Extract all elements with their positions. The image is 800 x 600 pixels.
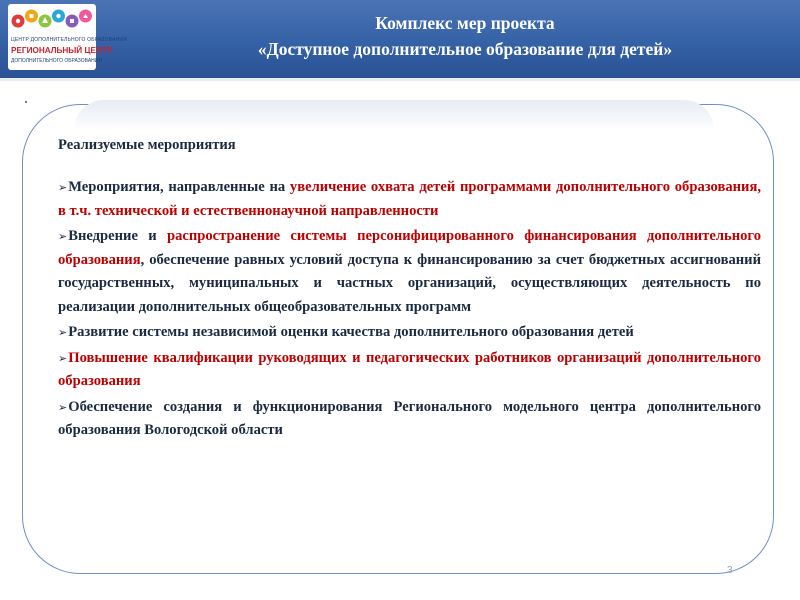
arrow-bullet-icon: ➢ [58,351,68,365]
logo-text-main: РЕГИОНАЛЬНЫЙ ЦЕНТР [11,46,113,55]
arrow-bullet-icon: ➢ [58,181,68,194]
list-item [58,396,761,443]
frame-top-shading [74,100,714,130]
slide-title-line1: Комплекс мер проекта [375,13,555,33]
arrow-bullet-icon: ➢ [58,230,68,243]
item-text: Обеспечение создания и функционирования Регионального модельного центра дополнительного образования Вологодской области [58,398,761,438]
page-number: 3 [727,565,733,576]
item-text: Мероприятия, направленные на [68,179,290,195]
item-highlight: распространение системы персонифицированного финансирования дополнительного образования [58,228,761,268]
logo-text-top: ЦЕНТР ДОПОЛНИТЕЛЬНОГО ОБРАЗОВАНИЯ [11,37,127,43]
list-item [58,176,761,223]
list-item [58,225,761,319]
logo-text-bottom: ДОПОЛНИТЕЛЬНОГО ОБРАЗОВАНИЯ [11,58,102,64]
arrow-bullet-icon: ➢ [58,400,68,414]
slide-title [150,10,780,62]
arrow-bullet-icon: ➢ [58,326,68,339]
item-text: Внедрение и [68,228,167,244]
measures-heading: Реализуемые мероприятия [58,137,236,153]
item-highlight: увеличение охвата детей программами дополнительного образования, в т.ч. технической и естественнонаучной направленности [58,179,761,219]
measures-list [58,136,761,445]
logo-emblem-icons [10,6,94,36]
decorative-dot [25,101,27,103]
list-item [58,347,761,394]
regional-center-logo [8,4,127,70]
slide-title-line2: «Доступное дополнительное образование для детей» [257,39,673,59]
header-divider [0,78,800,81]
list-item [58,321,761,345]
item-text-end: , обеспечение равных условий доступа к финансированию за счет бюджетных ассигнований государственных, муниципальных и частных организаций, осуществляющих деятельность по реализации дополнительных общеобразовательных программ [58,251,761,315]
item-highlight: Повышение квалификации руководящих и педагогических работников организаций дополнительного образования [58,349,761,389]
item-text: Развитие системы независимой оценки качества дополнительного образования детей [68,324,634,340]
